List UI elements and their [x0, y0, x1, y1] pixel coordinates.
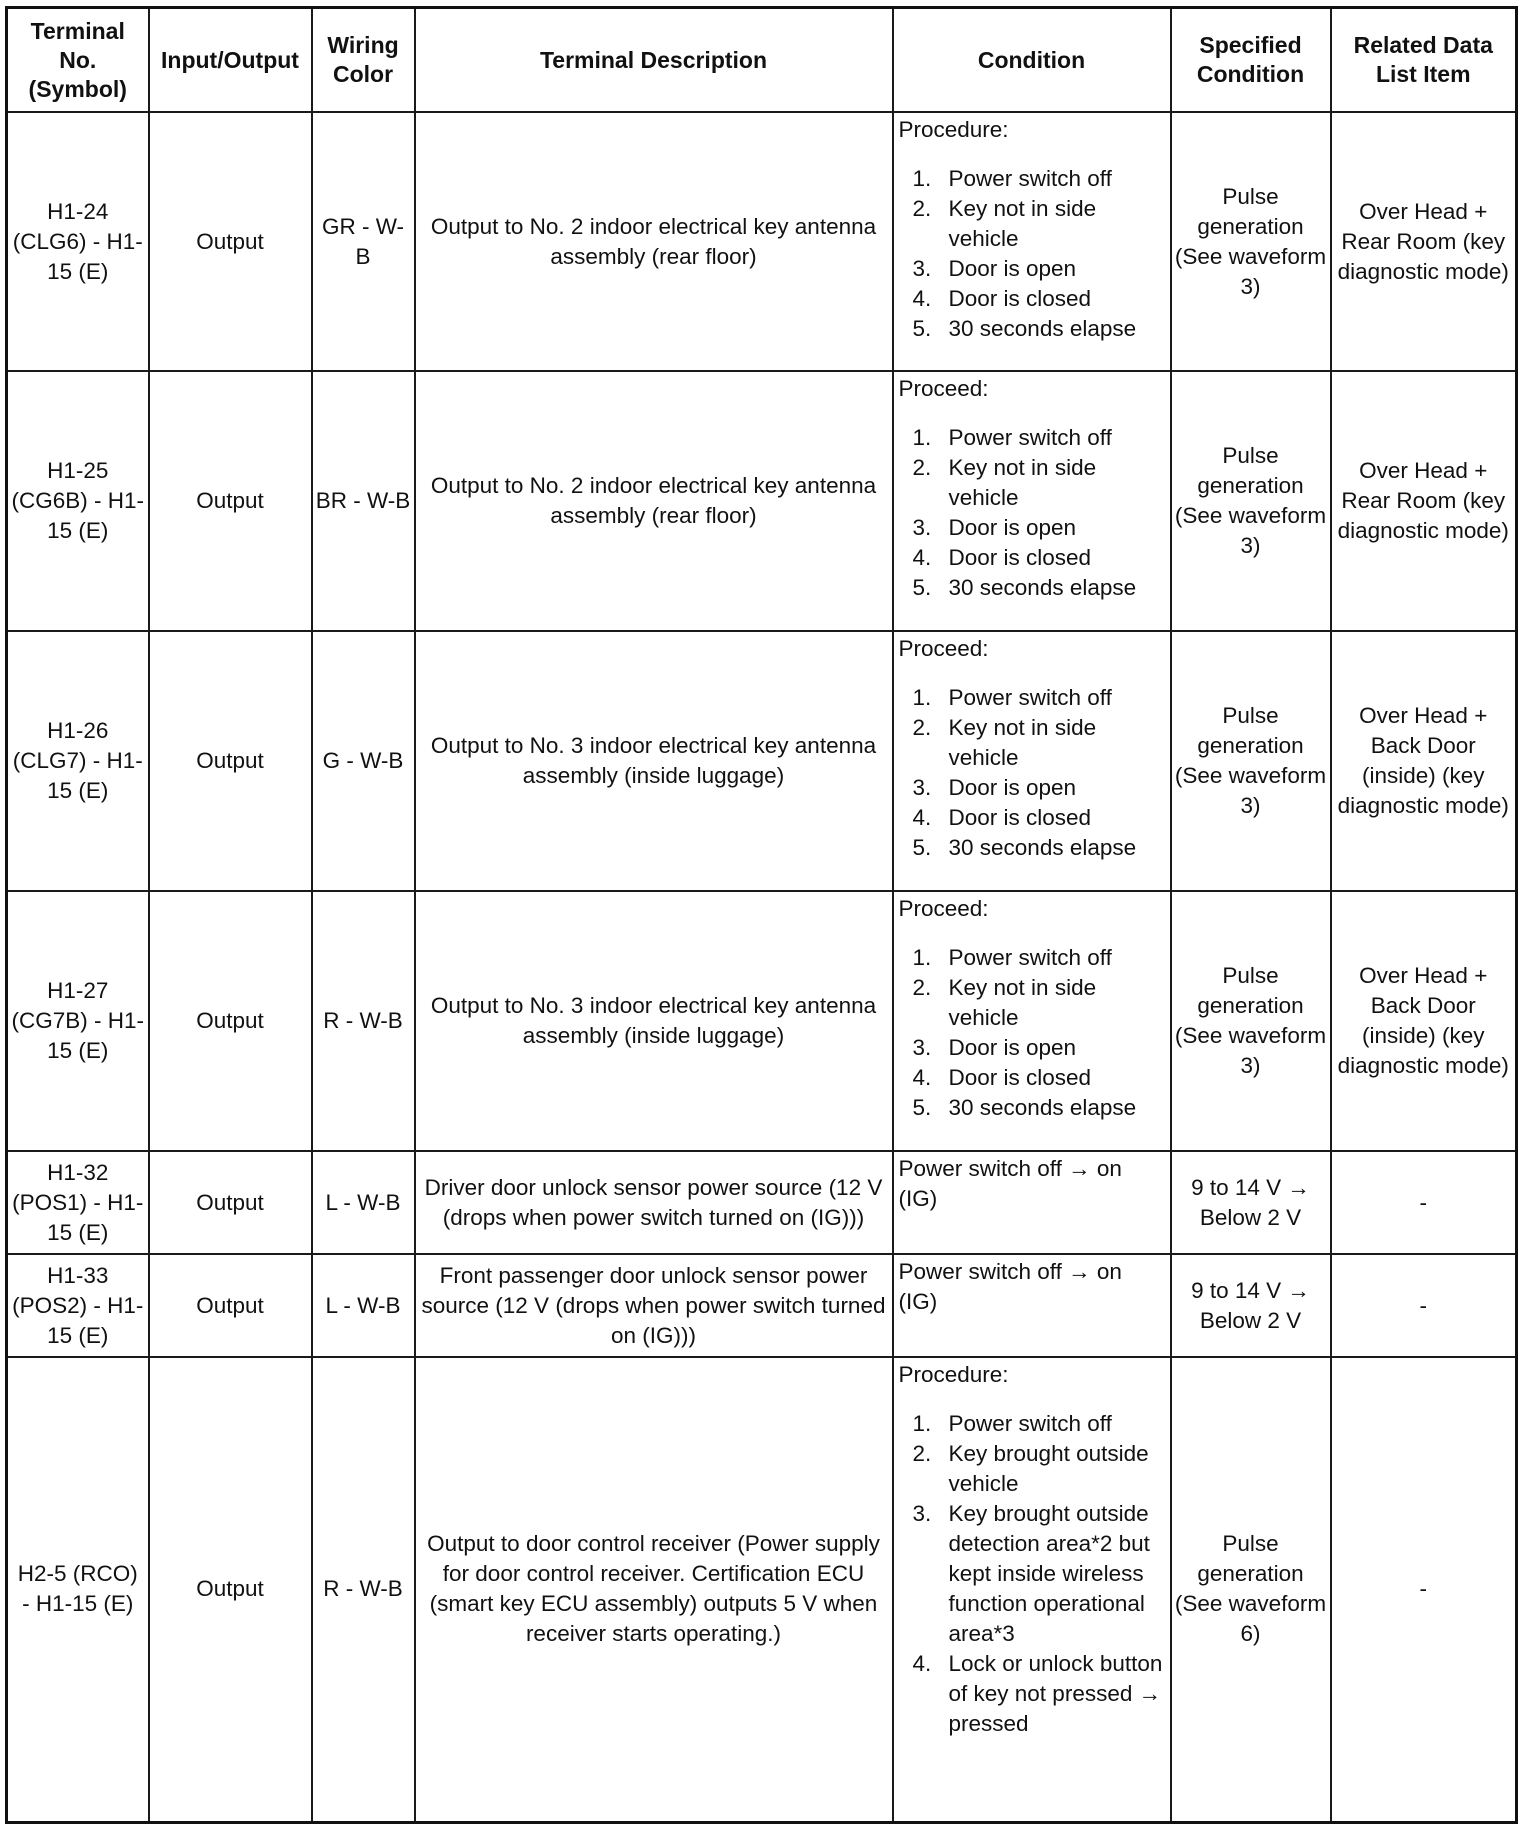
header-condition: Condition: [893, 8, 1171, 113]
header-specified-condition: Specified Condition: [1171, 8, 1331, 113]
io-cell: Output: [149, 1254, 312, 1357]
condition-cell: [893, 891, 1171, 1151]
condition-steps: [899, 1409, 1164, 1739]
wiring-cell: L - W-B: [312, 1254, 415, 1357]
condition-step: 5. 30 seconds elapse: [912, 316, 1137, 341]
condition-cell: [893, 1357, 1171, 1822]
condition-step: 1. Power switch off: [912, 425, 1112, 450]
specified-cell: Pulse generation (See waveform 3): [1171, 631, 1331, 891]
condition-step: 3. Door is open: [912, 256, 1077, 281]
description-cell: Output to door control receiver (Power supply for door control receiver. Certification ECU (smart key ECU assembly) outputs 5 V when receiver starts operating.): [415, 1357, 893, 1822]
table-row: [7, 371, 1517, 631]
condition-steps: [899, 683, 1164, 863]
terminal-cell: H2-5 (RCO) - H1-15 (E): [7, 1357, 149, 1822]
condition-heading: Procedure:: [898, 1362, 1009, 1387]
header-terminal: Terminal No. (Symbol): [7, 8, 149, 113]
table-row: [7, 1151, 1517, 1254]
io-cell: Output: [149, 631, 312, 891]
condition-step: 1. Power switch off: [912, 685, 1112, 710]
related-cell: -: [1331, 1357, 1517, 1822]
wiring-cell: R - W-B: [312, 891, 415, 1151]
condition-step: 3. Key brought outside detection area*2 but kept inside wireless function operational area*3: [912, 1501, 1150, 1646]
condition-step: 2. Key not in side vehicle: [912, 975, 1097, 1030]
wiring-cell: L - W-B: [312, 1151, 415, 1254]
description-cell: Output to No. 2 indoor electrical key antenna assembly (rear floor): [415, 371, 893, 631]
terminal-cell: H1-33 (POS2) - H1-15 (E): [7, 1254, 149, 1357]
header-wiring-color: Wiring Color: [312, 8, 415, 113]
condition-step: 1. Power switch off: [912, 945, 1112, 970]
header-terminal-description: Terminal Description: [415, 8, 893, 113]
io-cell: Output: [149, 891, 312, 1151]
description-cell: Driver door unlock sensor power source (12 V (drops when power switch turned on (IG))): [415, 1151, 893, 1254]
condition-cell: Power switch off → on (IG): [893, 1254, 1171, 1357]
io-cell: Output: [149, 371, 312, 631]
specified-cell: Pulse generation (See waveform 3): [1171, 891, 1331, 1151]
condition-step: 5. 30 seconds elapse: [912, 575, 1137, 600]
condition-step: 3. Door is open: [912, 515, 1077, 540]
condition-step: 1. Power switch off: [912, 1411, 1112, 1436]
condition-cell: [893, 371, 1171, 631]
wiring-cell: G - W-B: [312, 631, 415, 891]
condition-cell: [893, 112, 1171, 371]
related-cell: -: [1331, 1151, 1517, 1254]
io-cell: Output: [149, 112, 312, 371]
condition-step: 4. Lock or unlock button of key not pressed → pressed: [912, 1651, 1163, 1736]
condition-cell: Power switch off → on (IG): [893, 1151, 1171, 1254]
related-cell: Over Head + Rear Room (key diagnostic mode): [1331, 112, 1517, 371]
wiring-cell: GR - W-B: [312, 112, 415, 371]
table-row: [7, 112, 1517, 371]
terminal-cell: H1-25 (CG6B) - H1-15 (E): [7, 371, 149, 631]
specified-cell: Pulse generation (See waveform 6): [1171, 1357, 1331, 1822]
terminal-cell: H1-24 (CLG6) - H1-15 (E): [7, 112, 149, 371]
condition-step: 4. Door is closed: [912, 1065, 1092, 1090]
table-row: [7, 1254, 1517, 1357]
condition-heading: Procedure:: [898, 117, 1009, 142]
related-cell: Over Head + Back Door (inside) (key diagnostic mode): [1331, 891, 1517, 1151]
condition-steps: [899, 423, 1164, 603]
table-row: [7, 891, 1517, 1151]
condition-step: 2. Key not in side vehicle: [912, 455, 1097, 510]
condition-step: 2. Key not in side vehicle: [912, 196, 1097, 251]
condition-step: 5. 30 seconds elapse: [912, 835, 1137, 860]
header-row: [7, 8, 1517, 113]
description-cell: Output to No. 3 indoor electrical key antenna assembly (inside luggage): [415, 631, 893, 891]
description-cell: Output to No. 3 indoor electrical key antenna assembly (inside luggage): [415, 891, 893, 1151]
condition-step: 2. Key not in side vehicle: [912, 715, 1097, 770]
condition-heading: Proceed:: [898, 636, 989, 661]
specified-cell: 9 to 14 V → Below 2 V: [1171, 1254, 1331, 1357]
condition-step: 1. Power switch off: [912, 166, 1112, 191]
related-cell: Over Head + Back Door (inside) (key diagnostic mode): [1331, 631, 1517, 891]
condition-steps: [899, 943, 1164, 1123]
condition-step: 4. Door is closed: [912, 805, 1092, 830]
terminal-cell: H1-32 (POS1) - H1-15 (E): [7, 1151, 149, 1254]
condition-step: 4. Door is closed: [912, 286, 1092, 311]
condition-cell: [893, 631, 1171, 891]
specified-cell: Pulse generation (See waveform 3): [1171, 371, 1331, 631]
header-related-data: Related Data List Item: [1331, 8, 1517, 113]
description-cell: Output to No. 2 indoor electrical key antenna assembly (rear floor): [415, 112, 893, 371]
condition-step: 3. Door is open: [912, 775, 1077, 800]
terminal-spec-table: [5, 6, 1518, 1824]
description-cell: Front passenger door unlock sensor power source (12 V (drops when power switch turned on (IG))): [415, 1254, 893, 1357]
related-cell: Over Head + Rear Room (key diagnostic mode): [1331, 371, 1517, 631]
table-row: [7, 631, 1517, 891]
io-cell: Output: [149, 1151, 312, 1254]
condition-step: 3. Door is open: [912, 1035, 1077, 1060]
related-cell: -: [1331, 1254, 1517, 1357]
wiring-cell: R - W-B: [312, 1357, 415, 1822]
terminal-cell: H1-26 (CLG7) - H1-15 (E): [7, 631, 149, 891]
wiring-cell: BR - W-B: [312, 371, 415, 631]
condition-step: 4. Door is closed: [912, 545, 1092, 570]
specified-cell: 9 to 14 V → Below 2 V: [1171, 1151, 1331, 1254]
condition-step: 5. 30 seconds elapse: [912, 1095, 1137, 1120]
terminal-cell: H1-27 (CG7B) - H1-15 (E): [7, 891, 149, 1151]
specified-cell: Pulse generation (See waveform 3): [1171, 112, 1331, 371]
condition-heading: Proceed:: [898, 376, 989, 401]
table-row: [7, 1357, 1517, 1822]
condition-heading: Proceed:: [898, 896, 989, 921]
header-input-output: Input/Output: [149, 8, 312, 113]
condition-steps: [899, 164, 1164, 344]
condition-step: 2. Key brought outside vehicle: [912, 1441, 1149, 1496]
io-cell: Output: [149, 1357, 312, 1822]
